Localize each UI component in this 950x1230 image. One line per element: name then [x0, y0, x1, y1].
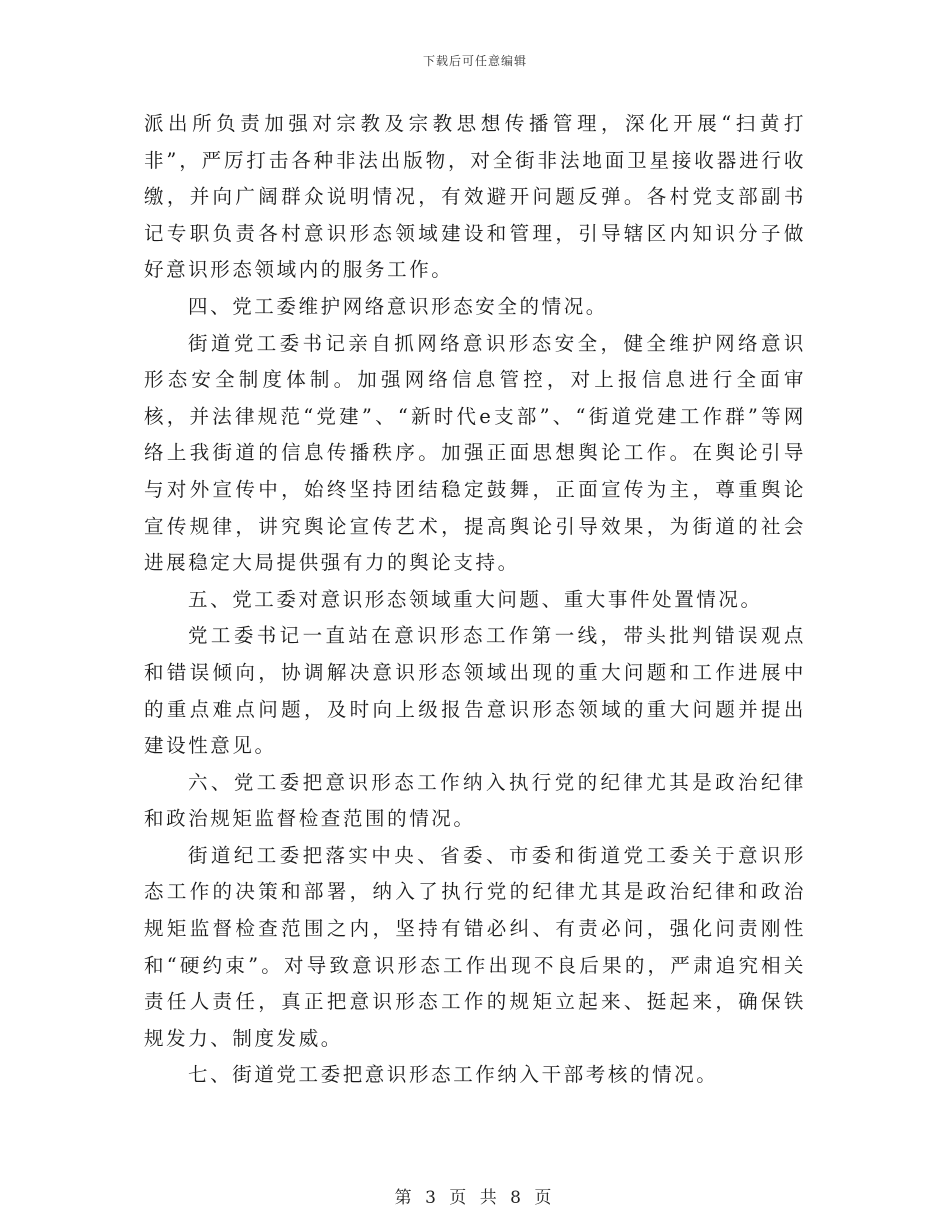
- section-heading-4: 四、党工委维护网络意识形态安全的情况。: [188, 294, 608, 318]
- section-heading-7: 七、街道党工委把意识形态工作纳入干部考核的情况。: [188, 1063, 719, 1087]
- section-heading-6: 六、党工委把意识形态工作纳入执行党的纪律尤其是政治纪律和政治规矩监督检查范围的情况。: [144, 770, 806, 831]
- paragraph-continuation: 派出所负责加强对宗教及宗教思想传播管理，深化开展“扫黄打非”，严厉打击各种非法出版物，对全街非法地面卫星接收器进行收缴，并向广阔群众说明情况，有效避开问题反弹。各村党支部副书记专职负责各村意识形态领域建设和管理，引导辖区内知识分子做好意识形态领域内的服务工作。: [144, 112, 806, 282]
- paragraph-major-issues: 党工委书记一直站在意识形态工作第一线，带头批判错误观点和错误倾向，协调解决意识形态领域出现的重大问题和工作进展中的重点难点问题，及时向上级报告意识形态领域的重大问题并提出建设性意见。: [144, 624, 806, 758]
- page-header-note: 下载后可任意编辑: [422, 54, 527, 68]
- paragraph-network-security: 街道党工委书记亲自抓网络意识形态安全，健全维护网络意识形态安全制度体制。加强网络信息管控，对上报信息进行全面审核，并法律规范“党建”、“新时代e支部”、“街道党建工作群”等网络上我街道的信息传播秩序。加强正面思想舆论工作。在舆论引导与对外宣传中，始终坚持团结稳定鼓舞，正面宣传为主，尊重舆论宣传规律，讲究舆论宣传艺术，提高舆论引导效果，为街道的社会进展稳定大局提供强有力的舆论支持。: [144, 331, 806, 575]
- paragraph-discipline-supervision: 街道纪工委把落实中央、省委、市委和街道党工委关于意识形态工作的决策和部署，纳入了执行党的纪律尤其是政治纪律和政治规矩监督检查范围之内，坚持有错必纠、有责必问，强化问责刚性和“硬约束”。对导致意识形态工作出现不良后果的，严肃追究相关责任人责任，真正把意识形态工作的规矩立起来、挺起来，确保铁规发力、制度发威。: [144, 843, 806, 1050]
- document-body: [144, 106, 806, 1094]
- section-heading-5: 五、党工委对意识形态领域重大问题、重大事件处置情况。: [188, 587, 763, 611]
- page-number: 第 3 页 共 8 页: [394, 1188, 556, 1208]
